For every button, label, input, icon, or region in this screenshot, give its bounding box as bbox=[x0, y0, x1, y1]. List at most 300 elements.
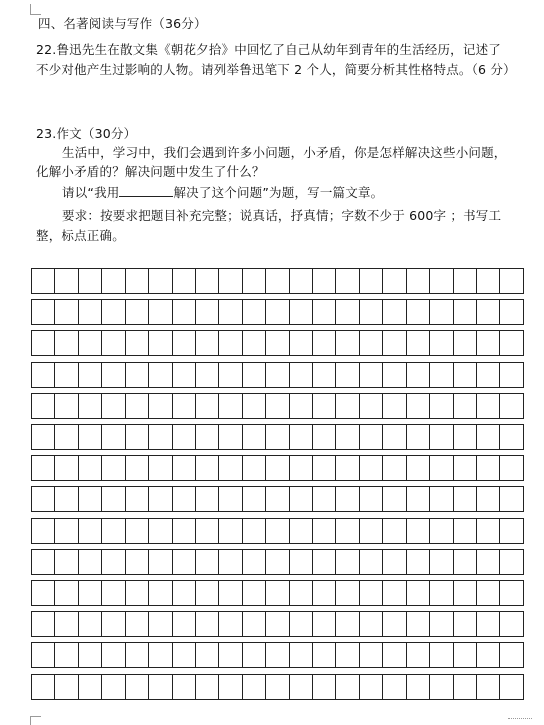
grid-cell[interactable] bbox=[219, 519, 242, 543]
grid-cell[interactable] bbox=[149, 331, 172, 355]
grid-cell[interactable] bbox=[102, 456, 125, 480]
grid-cell[interactable] bbox=[383, 363, 406, 387]
grid-cell[interactable] bbox=[454, 643, 477, 667]
grid-cell[interactable] bbox=[196, 487, 219, 511]
grid-cell[interactable] bbox=[243, 675, 266, 699]
grid-cell[interactable] bbox=[290, 612, 313, 636]
grid-cell[interactable] bbox=[336, 331, 359, 355]
grid-cell[interactable] bbox=[219, 363, 242, 387]
q23-paragraph-1-line-1: 生活中，学习中，我们会遇到许多小问题，小矛盾，你是怎样解决这些小问题， bbox=[62, 145, 507, 160]
grid-cell[interactable] bbox=[243, 581, 266, 605]
grid-cell[interactable] bbox=[173, 425, 196, 449]
grid-cell[interactable] bbox=[383, 300, 406, 324]
grid-cell[interactable] bbox=[173, 487, 196, 511]
grid-cell[interactable] bbox=[79, 550, 102, 574]
grid-cell[interactable] bbox=[407, 425, 430, 449]
grid-cell[interactable] bbox=[477, 425, 500, 449]
grid-cell[interactable] bbox=[477, 612, 500, 636]
grid-cell[interactable] bbox=[126, 612, 149, 636]
grid-cell[interactable] bbox=[290, 269, 313, 293]
grid-cell[interactable] bbox=[173, 394, 196, 418]
grid-cell[interactable] bbox=[313, 425, 336, 449]
grid-cell[interactable] bbox=[79, 612, 102, 636]
grid-cell[interactable] bbox=[196, 675, 219, 699]
grid-cell[interactable] bbox=[407, 456, 430, 480]
grid-cell[interactable] bbox=[313, 331, 336, 355]
grid-cell[interactable] bbox=[173, 519, 196, 543]
grid-cell[interactable] bbox=[55, 581, 78, 605]
grid-cell[interactable] bbox=[126, 519, 149, 543]
grid-cell[interactable] bbox=[266, 675, 289, 699]
grid-cell[interactable] bbox=[219, 487, 242, 511]
grid-cell[interactable] bbox=[290, 519, 313, 543]
grid-cell[interactable] bbox=[196, 456, 219, 480]
grid-cell[interactable] bbox=[243, 269, 266, 293]
grid-cell[interactable] bbox=[500, 581, 522, 605]
grid-cell[interactable] bbox=[126, 363, 149, 387]
grid-cell[interactable] bbox=[102, 675, 125, 699]
grid-cell[interactable] bbox=[477, 550, 500, 574]
grid-cell[interactable] bbox=[79, 331, 102, 355]
grid-cell[interactable] bbox=[290, 425, 313, 449]
grid-cell[interactable] bbox=[407, 581, 430, 605]
grid-cell[interactable] bbox=[500, 394, 522, 418]
grid-cell[interactable] bbox=[266, 550, 289, 574]
grid-cell[interactable] bbox=[336, 425, 359, 449]
grid-cell[interactable] bbox=[243, 394, 266, 418]
grid-cell[interactable] bbox=[32, 269, 55, 293]
grid-cell[interactable] bbox=[290, 581, 313, 605]
grid-cell[interactable] bbox=[126, 550, 149, 574]
grid-cell[interactable] bbox=[383, 487, 406, 511]
grid-cell[interactable] bbox=[290, 363, 313, 387]
grid-cell[interactable] bbox=[477, 300, 500, 324]
grid-cell[interactable] bbox=[32, 394, 55, 418]
grid-cell[interactable] bbox=[243, 300, 266, 324]
grid-cell[interactable] bbox=[126, 581, 149, 605]
grid-cell[interactable] bbox=[336, 519, 359, 543]
grid-cell[interactable] bbox=[360, 269, 383, 293]
grid-cell[interactable] bbox=[454, 331, 477, 355]
grid-cell[interactable] bbox=[290, 394, 313, 418]
grid-cell[interactable] bbox=[196, 612, 219, 636]
grid-cell[interactable] bbox=[196, 425, 219, 449]
grid-cell[interactable] bbox=[313, 612, 336, 636]
grid-cell[interactable] bbox=[219, 643, 242, 667]
grid-cell[interactable] bbox=[126, 394, 149, 418]
grid-cell[interactable] bbox=[102, 487, 125, 511]
grid-cell[interactable] bbox=[149, 300, 172, 324]
grid-cell[interactable] bbox=[336, 300, 359, 324]
grid-cell[interactable] bbox=[500, 456, 522, 480]
grid-cell[interactable] bbox=[196, 331, 219, 355]
grid-cell[interactable] bbox=[313, 487, 336, 511]
grid-cell[interactable] bbox=[290, 331, 313, 355]
grid-cell[interactable] bbox=[55, 675, 78, 699]
grid-cell[interactable] bbox=[477, 331, 500, 355]
grid-cell[interactable] bbox=[102, 519, 125, 543]
grid-cell[interactable] bbox=[149, 269, 172, 293]
grid-cell[interactable] bbox=[243, 612, 266, 636]
grid-cell[interactable] bbox=[454, 612, 477, 636]
grid-cell[interactable] bbox=[383, 550, 406, 574]
grid-cell[interactable] bbox=[196, 300, 219, 324]
grid-cell[interactable] bbox=[383, 425, 406, 449]
grid-cell[interactable] bbox=[173, 331, 196, 355]
grid-cell[interactable] bbox=[477, 643, 500, 667]
q22-line-2: 不少对他产生过影响的人物。请列举鲁迅笔下 2 个人，简要分析其性格特点。（6 分） bbox=[36, 62, 516, 77]
grid-cell[interactable] bbox=[102, 581, 125, 605]
grid-cell[interactable] bbox=[79, 643, 102, 667]
grid-cell[interactable] bbox=[430, 300, 453, 324]
grid-cell[interactable] bbox=[149, 675, 172, 699]
grid-cell[interactable] bbox=[32, 300, 55, 324]
grid-cell[interactable] bbox=[173, 456, 196, 480]
grid-cell[interactable] bbox=[219, 612, 242, 636]
grid-cell[interactable] bbox=[196, 363, 219, 387]
grid-cell[interactable] bbox=[360, 643, 383, 667]
grid-cell[interactable] bbox=[454, 675, 477, 699]
grid-cell[interactable] bbox=[290, 300, 313, 324]
grid-cell[interactable] bbox=[360, 331, 383, 355]
grid-cell[interactable] bbox=[126, 425, 149, 449]
grid-cell[interactable] bbox=[360, 487, 383, 511]
grid-cell[interactable] bbox=[313, 581, 336, 605]
grid-cell[interactable] bbox=[336, 456, 359, 480]
grid-cell[interactable] bbox=[173, 581, 196, 605]
grid-cell[interactable] bbox=[407, 269, 430, 293]
grid-cell[interactable] bbox=[102, 331, 125, 355]
grid-cell[interactable] bbox=[430, 456, 453, 480]
grid-cell[interactable] bbox=[336, 269, 359, 293]
grid-cell[interactable] bbox=[290, 675, 313, 699]
grid-cell[interactable] bbox=[477, 456, 500, 480]
grid-cell[interactable] bbox=[219, 581, 242, 605]
grid-cell[interactable] bbox=[266, 612, 289, 636]
grid-cell[interactable] bbox=[149, 643, 172, 667]
grid-cell[interactable] bbox=[102, 643, 125, 667]
grid-cell[interactable] bbox=[336, 612, 359, 636]
grid-cell[interactable] bbox=[313, 519, 336, 543]
grid-cell[interactable] bbox=[102, 300, 125, 324]
grid-cell[interactable] bbox=[313, 675, 336, 699]
grid-cell[interactable] bbox=[383, 643, 406, 667]
grid-cell[interactable] bbox=[407, 487, 430, 511]
grid-cell[interactable] bbox=[500, 643, 522, 667]
grid-cell[interactable] bbox=[430, 363, 453, 387]
grid-cell[interactable] bbox=[266, 331, 289, 355]
grid-cell[interactable] bbox=[336, 363, 359, 387]
grid-cell[interactable] bbox=[32, 456, 55, 480]
grid-cell[interactable] bbox=[55, 612, 78, 636]
grid-cell[interactable] bbox=[313, 550, 336, 574]
grid-cell[interactable] bbox=[32, 550, 55, 574]
grid-cell[interactable] bbox=[32, 331, 55, 355]
grid-cell[interactable] bbox=[407, 331, 430, 355]
grid-cell[interactable] bbox=[290, 550, 313, 574]
grid-cell[interactable] bbox=[360, 519, 383, 543]
grid-cell[interactable] bbox=[32, 363, 55, 387]
grid-cell[interactable] bbox=[55, 331, 78, 355]
grid-cell[interactable] bbox=[454, 269, 477, 293]
grid-cell[interactable] bbox=[32, 675, 55, 699]
grid-cell[interactable] bbox=[149, 456, 172, 480]
grid-cell[interactable] bbox=[79, 519, 102, 543]
grid-cell[interactable] bbox=[196, 394, 219, 418]
grid-cell[interactable] bbox=[266, 643, 289, 667]
grid-cell[interactable] bbox=[55, 269, 78, 293]
grid-cell[interactable] bbox=[313, 394, 336, 418]
grid-cell[interactable] bbox=[79, 300, 102, 324]
grid-cell[interactable] bbox=[266, 519, 289, 543]
grid-cell[interactable] bbox=[360, 363, 383, 387]
grid-cell[interactable] bbox=[196, 269, 219, 293]
grid-cell[interactable] bbox=[500, 425, 522, 449]
grid-cell[interactable] bbox=[102, 425, 125, 449]
grid-cell[interactable] bbox=[430, 550, 453, 574]
grid-cell[interactable] bbox=[477, 581, 500, 605]
grid-cell[interactable] bbox=[219, 394, 242, 418]
grid-cell[interactable] bbox=[102, 269, 125, 293]
grid-cell[interactable] bbox=[336, 550, 359, 574]
grid-cell[interactable] bbox=[407, 612, 430, 636]
grid-cell[interactable] bbox=[79, 675, 102, 699]
grid-cell[interactable] bbox=[500, 519, 522, 543]
grid-cell[interactable] bbox=[219, 269, 242, 293]
grid-cell[interactable] bbox=[407, 519, 430, 543]
grid-cell[interactable] bbox=[173, 675, 196, 699]
grid-cell[interactable] bbox=[454, 456, 477, 480]
grid-cell[interactable] bbox=[383, 612, 406, 636]
grid-cell[interactable] bbox=[336, 487, 359, 511]
grid-cell[interactable] bbox=[454, 425, 477, 449]
grid-cell[interactable] bbox=[360, 581, 383, 605]
grid-cell[interactable] bbox=[407, 394, 430, 418]
grid-cell[interactable] bbox=[79, 581, 102, 605]
grid-cell[interactable] bbox=[383, 675, 406, 699]
grid-cell[interactable] bbox=[313, 300, 336, 324]
grid-cell[interactable] bbox=[32, 612, 55, 636]
grid-cell[interactable] bbox=[79, 269, 102, 293]
grid-cell[interactable] bbox=[102, 394, 125, 418]
grid-cell[interactable] bbox=[173, 363, 196, 387]
grid-cell[interactable] bbox=[266, 394, 289, 418]
grid-cell[interactable] bbox=[243, 331, 266, 355]
grid-cell[interactable] bbox=[55, 425, 78, 449]
grid-cell[interactable] bbox=[32, 487, 55, 511]
grid-cell[interactable] bbox=[383, 394, 406, 418]
grid-cell[interactable] bbox=[55, 456, 78, 480]
grid-cell[interactable] bbox=[477, 269, 500, 293]
grid-cell[interactable] bbox=[313, 363, 336, 387]
grid-cell[interactable] bbox=[173, 300, 196, 324]
grid-cell[interactable] bbox=[454, 300, 477, 324]
grid-cell[interactable] bbox=[500, 300, 522, 324]
grid-cell[interactable] bbox=[196, 519, 219, 543]
grid-cell[interactable] bbox=[407, 363, 430, 387]
grid-cell[interactable] bbox=[149, 519, 172, 543]
grid-cell[interactable] bbox=[243, 363, 266, 387]
grid-cell[interactable] bbox=[383, 331, 406, 355]
grid-cell[interactable] bbox=[102, 363, 125, 387]
grid-cell[interactable] bbox=[266, 269, 289, 293]
grid-cell[interactable] bbox=[79, 394, 102, 418]
grid-cell[interactable] bbox=[243, 550, 266, 574]
grid-cell[interactable] bbox=[500, 675, 522, 699]
grid-cell[interactable] bbox=[126, 456, 149, 480]
grid-cell[interactable] bbox=[430, 269, 453, 293]
grid-cell[interactable] bbox=[243, 519, 266, 543]
grid-cell[interactable] bbox=[477, 487, 500, 511]
grid-cell[interactable] bbox=[454, 519, 477, 543]
grid-cell[interactable] bbox=[266, 425, 289, 449]
grid-cell[interactable] bbox=[360, 550, 383, 574]
grid-cell[interactable] bbox=[360, 456, 383, 480]
grid-cell[interactable] bbox=[477, 363, 500, 387]
grid-cell[interactable] bbox=[336, 643, 359, 667]
grid-cell[interactable] bbox=[173, 612, 196, 636]
grid-cell[interactable] bbox=[383, 581, 406, 605]
grid-cell[interactable] bbox=[32, 519, 55, 543]
grid-cell[interactable] bbox=[430, 425, 453, 449]
grid-cell[interactable] bbox=[430, 581, 453, 605]
grid-cell[interactable] bbox=[454, 487, 477, 511]
grid-cell[interactable] bbox=[430, 394, 453, 418]
grid-cell[interactable] bbox=[243, 643, 266, 667]
grid-cell[interactable] bbox=[360, 425, 383, 449]
grid-cell[interactable] bbox=[149, 581, 172, 605]
grid-cell[interactable] bbox=[79, 456, 102, 480]
grid-cell[interactable] bbox=[266, 581, 289, 605]
grid-cell[interactable] bbox=[149, 394, 172, 418]
grid-cell[interactable] bbox=[266, 487, 289, 511]
grid-cell[interactable] bbox=[383, 519, 406, 543]
grid-cell[interactable] bbox=[430, 675, 453, 699]
grid-cell[interactable] bbox=[79, 363, 102, 387]
grid-cell[interactable] bbox=[126, 300, 149, 324]
grid-cell[interactable] bbox=[360, 394, 383, 418]
grid-cell[interactable] bbox=[126, 487, 149, 511]
grid-cell[interactable] bbox=[430, 331, 453, 355]
grid-cell[interactable] bbox=[173, 550, 196, 574]
grid-cell[interactable] bbox=[360, 612, 383, 636]
grid-cell[interactable] bbox=[55, 519, 78, 543]
grid-cell[interactable] bbox=[430, 643, 453, 667]
grid-cell[interactable] bbox=[55, 487, 78, 511]
grid-cell[interactable] bbox=[336, 581, 359, 605]
grid-cell[interactable] bbox=[477, 675, 500, 699]
grid-row bbox=[31, 611, 524, 637]
grid-cell[interactable] bbox=[196, 581, 219, 605]
grid-cell[interactable] bbox=[79, 487, 102, 511]
grid-cell[interactable] bbox=[290, 487, 313, 511]
grid-cell[interactable] bbox=[407, 300, 430, 324]
grid-cell[interactable] bbox=[55, 300, 78, 324]
grid-cell[interactable] bbox=[500, 331, 522, 355]
grid-cell[interactable] bbox=[149, 425, 172, 449]
grid-cell[interactable] bbox=[219, 331, 242, 355]
grid-cell[interactable] bbox=[290, 456, 313, 480]
grid-cell[interactable] bbox=[243, 487, 266, 511]
grid-cell[interactable] bbox=[173, 643, 196, 667]
grid-cell[interactable] bbox=[219, 550, 242, 574]
grid-cell[interactable] bbox=[430, 519, 453, 543]
grid-cell[interactable] bbox=[126, 643, 149, 667]
grid-cell[interactable] bbox=[454, 550, 477, 574]
grid-cell[interactable] bbox=[55, 643, 78, 667]
grid-cell[interactable] bbox=[383, 269, 406, 293]
grid-cell[interactable] bbox=[266, 300, 289, 324]
grid-cell[interactable] bbox=[313, 456, 336, 480]
grid-cell[interactable] bbox=[102, 612, 125, 636]
grid-cell[interactable] bbox=[290, 643, 313, 667]
grid-cell[interactable] bbox=[219, 456, 242, 480]
grid-cell[interactable] bbox=[477, 519, 500, 543]
grid-cell[interactable] bbox=[383, 456, 406, 480]
grid-cell[interactable] bbox=[266, 363, 289, 387]
grid-cell[interactable] bbox=[500, 269, 522, 293]
grid-cell[interactable] bbox=[500, 363, 522, 387]
grid-cell[interactable] bbox=[79, 425, 102, 449]
grid-cell[interactable] bbox=[430, 487, 453, 511]
grid-row bbox=[31, 362, 524, 388]
grid-cell[interactable] bbox=[407, 675, 430, 699]
grid-cell[interactable] bbox=[149, 612, 172, 636]
grid-cell[interactable] bbox=[219, 425, 242, 449]
title-fill-blank[interactable] bbox=[119, 184, 173, 197]
grid-cell[interactable] bbox=[219, 675, 242, 699]
grid-cell[interactable] bbox=[196, 550, 219, 574]
grid-cell[interactable] bbox=[477, 394, 500, 418]
grid-cell[interactable] bbox=[243, 456, 266, 480]
grid-cell[interactable] bbox=[32, 581, 55, 605]
grid-cell[interactable] bbox=[126, 675, 149, 699]
grid-cell[interactable] bbox=[454, 394, 477, 418]
grid-cell[interactable] bbox=[454, 363, 477, 387]
grid-cell[interactable] bbox=[55, 363, 78, 387]
grid-cell[interactable] bbox=[500, 612, 522, 636]
grid-cell[interactable] bbox=[430, 612, 453, 636]
grid-cell[interactable] bbox=[149, 487, 172, 511]
grid-cell[interactable] bbox=[126, 331, 149, 355]
grid-cell[interactable] bbox=[407, 643, 430, 667]
grid-cell[interactable] bbox=[55, 550, 78, 574]
grid-cell[interactable] bbox=[360, 675, 383, 699]
grid-cell[interactable] bbox=[55, 394, 78, 418]
grid-cell[interactable] bbox=[149, 550, 172, 574]
grid-cell[interactable] bbox=[454, 581, 477, 605]
grid-cell[interactable] bbox=[196, 643, 219, 667]
grid-cell[interactable] bbox=[149, 363, 172, 387]
grid-cell[interactable] bbox=[102, 550, 125, 574]
grid-cell[interactable] bbox=[266, 456, 289, 480]
grid-cell[interactable] bbox=[313, 643, 336, 667]
grid-cell[interactable] bbox=[500, 487, 522, 511]
grid-cell[interactable] bbox=[407, 550, 430, 574]
grid-cell[interactable] bbox=[173, 269, 196, 293]
grid-cell[interactable] bbox=[32, 643, 55, 667]
grid-cell[interactable] bbox=[336, 675, 359, 699]
grid-cell[interactable] bbox=[32, 425, 55, 449]
grid-cell[interactable] bbox=[219, 300, 242, 324]
grid-cell[interactable] bbox=[313, 269, 336, 293]
grid-cell[interactable] bbox=[336, 394, 359, 418]
grid-cell[interactable] bbox=[360, 300, 383, 324]
grid-cell[interactable] bbox=[500, 550, 522, 574]
grid-cell[interactable] bbox=[126, 269, 149, 293]
grid-row bbox=[31, 299, 524, 325]
grid-cell[interactable] bbox=[243, 425, 266, 449]
